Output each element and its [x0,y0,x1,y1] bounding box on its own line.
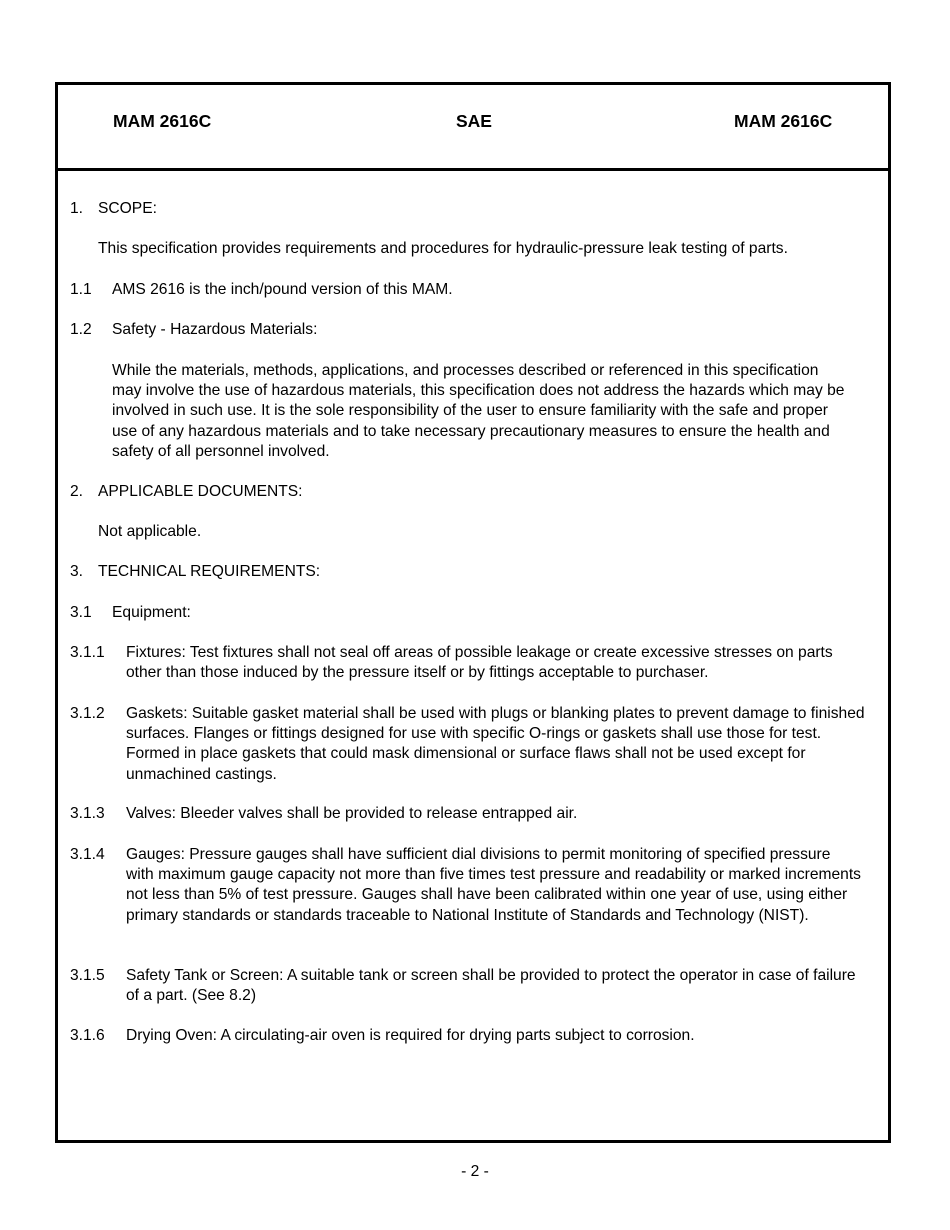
section-title: TECHNICAL REQUIREMENTS: [98,563,321,580]
section-number: 1.2 [70,321,92,338]
section-number: 2. [70,483,84,500]
section-title: Safety - Hazardous Materials: [112,321,318,338]
section-number: 3.1.1 [70,644,105,661]
section-text: Fixtures: Test fixtures shall not seal off areas of possible leakage or create excessive stresses on parts other than those induced by the pressure itself or by fittings acceptable to purchaser. [126,644,833,682]
page-number: - 2 - [461,1163,489,1180]
section-number: 3.1.5 [70,967,105,984]
section-number: 1. [70,200,84,217]
page-frame [55,82,891,1143]
section-body: While the materials, methods, applications, and processes described or referenced in this specification may involve the use of hazardous materials, this specification does not address the hazards which may be involved in such use. It is the sole responsibility of the user to ensure familiarity with the safe and proper use of any hazardous materials and to take necessary precautionary measures to ensure the health and safety of all personnel involved. [112,362,845,460]
page-header [58,85,888,171]
section-title: SCOPE: [98,200,157,217]
section-text: Valves: Bleeder valves shall be provided to release entrapped air. [126,805,578,822]
header-doc-id-right: MAM 2616C [734,111,833,131]
section-title: APPLICABLE DOCUMENTS: [98,483,303,500]
section-number: 1.1 [70,281,92,298]
section-number: 3.1 [70,604,92,621]
section-text: Drying Oven: A circulating-air oven is required for drying parts subject to corrosion. [126,1027,695,1044]
section-number: 3.1.3 [70,805,105,822]
section-number: 3.1.6 [70,1027,105,1044]
section-body: Not applicable. [98,523,202,540]
header-doc-id-left: MAM 2616C [113,111,212,131]
section-text: AMS 2616 is the inch/pound version of this MAM. [112,281,453,298]
section-title: Equipment: [112,604,191,621]
section-number: 3.1.2 [70,705,105,722]
section-text: Safety Tank or Screen: A suitable tank or screen shall be provided to protect the operator in case of failure of a part. (See 8.2) [126,967,856,1005]
section-body: This specification provides requirements and procedures for hydraulic-pressure leak testing of parts. [98,240,788,257]
header-org: SAE [456,111,492,131]
section-number: 3.1.4 [70,846,105,863]
section-text: Gaskets: Suitable gasket material shall be used with plugs or blanking plates to prevent damage to finished surfaces. Flanges or fittings designed for use with specific O-rings or gaskets shall use those for test. Formed in place gaskets that could mask dimensional or surface flaws shall not be used except for unmachined castings. [126,705,865,783]
section-text: Gauges: Pressure gauges shall have sufficient dial divisions to permit monitoring of specified pressure with maximum gauge capacity not more than five times test pressure and readability or marked increments not less than 5% of test pressure. Gauges shall have been calibrated within one year of use, using either primary standards or standards traceable to National Institute of Standards and Technology (NIST). [126,846,861,924]
section-number: 3. [70,563,84,580]
